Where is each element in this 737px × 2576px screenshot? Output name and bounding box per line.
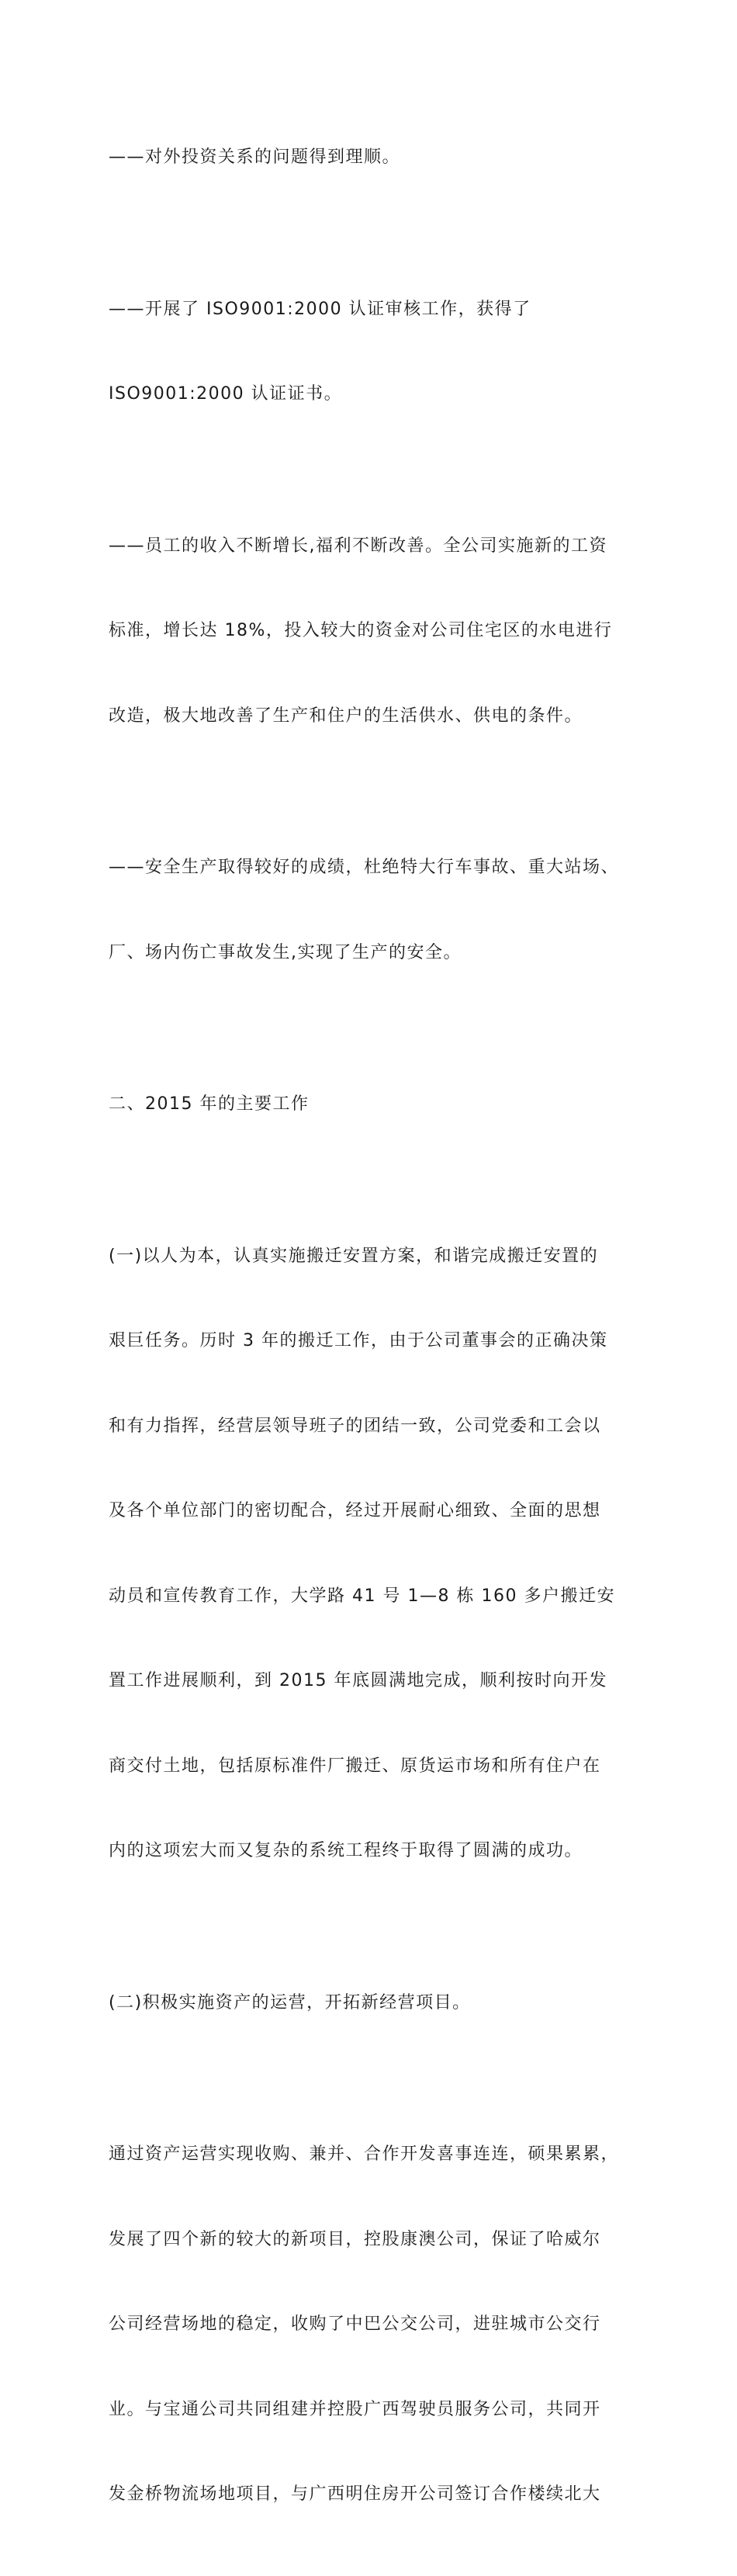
paragraph-employee-income [109,476,639,788]
document-page [109,87,639,2576]
text-line: 动员和宣传教育工作，大学路 41 号 1—8 栋 160 多户搬迁安 [109,1586,615,1606]
text-line: 厂、场内伤亡事故发生,实现了生产的安全。 [109,942,462,962]
text-line: ISO9001:2000 认证证书。 [109,384,343,404]
text-line: 通过资产运营实现收购、兼并、合作开发喜事连连，硕果累累， [109,2144,620,2164]
text-line: 二、2015 年的主要工作 [109,1094,310,1114]
text-line: ——对外投资关系的问题得到理顺。 [109,147,401,167]
text-line: ——员工的收入不断增长,福利不断改善。全公司实施新的工资 [109,536,607,556]
text-line: 标准，增长达 18%，投入较大的资金对公司住宅区的水电进行 [109,621,613,640]
text-line: 及各个单位部门的密切配合，经过开展耐心细致、全面的思想 [109,1501,601,1520]
paragraph-iso-certification [109,239,639,466]
text-line: 业。与宝通公司共同组建并控股广西驾驶员服务公司，共同开 [109,2399,601,2419]
paragraph-new-projects [109,2084,639,2566]
text-line: 和有力指挥，经营层领导班子的团结一致，公司党委和工会以 [109,1416,601,1436]
subheading-asset-operation [109,1933,639,2075]
text-line: (一)以人为本，认真实施搬迁安置方案，和谐完成搬迁安置的 [109,1246,599,1266]
text-line: 发金桥物流场地项目，与广西明住房开公司签订合作楼续北大 [109,2484,601,2504]
text-line: (二)积极实施资产的运营，开拓新经营项目。 [109,1992,471,2013]
paragraph-safety-production [109,797,639,1024]
text-line: 商交付土地，包括原标准件厂搬迁、原货运市场和所有住户在 [109,1756,601,1776]
paragraph-foreign-investment [109,87,639,229]
text-line: 艰巨任务。历时 3 年的搬迁工作，由于公司董事会的正确决策 [109,1331,608,1350]
text-line: 公司经营场地的稳定，收购了中巴公交公司，进驻城市公交行 [109,2314,601,2334]
text-line: ——开展了 ISO9001:2000 认证审核工作，获得了 [109,299,531,319]
text-line: 置工作进展顺利，到 2015 年底圆满地完成，顺利按时向开发 [109,1671,607,1690]
section-heading-2015-work [109,1034,639,1176]
text-line: 发展了四个新的较大的新项目，控股康澳公司，保证了哈威尔 [109,2229,601,2249]
text-line: ——安全生产取得较好的成绩，杜绝特大行车事故、重大站场、 [109,858,620,877]
text-line: 内的这项宏大而又复杂的系统工程终于取得了圆满的成功。 [109,1841,583,1860]
text-line: 改造，极大地改善了生产和住户的生活供水、供电的条件。 [109,706,583,726]
paragraph-relocation [109,1186,639,1922]
